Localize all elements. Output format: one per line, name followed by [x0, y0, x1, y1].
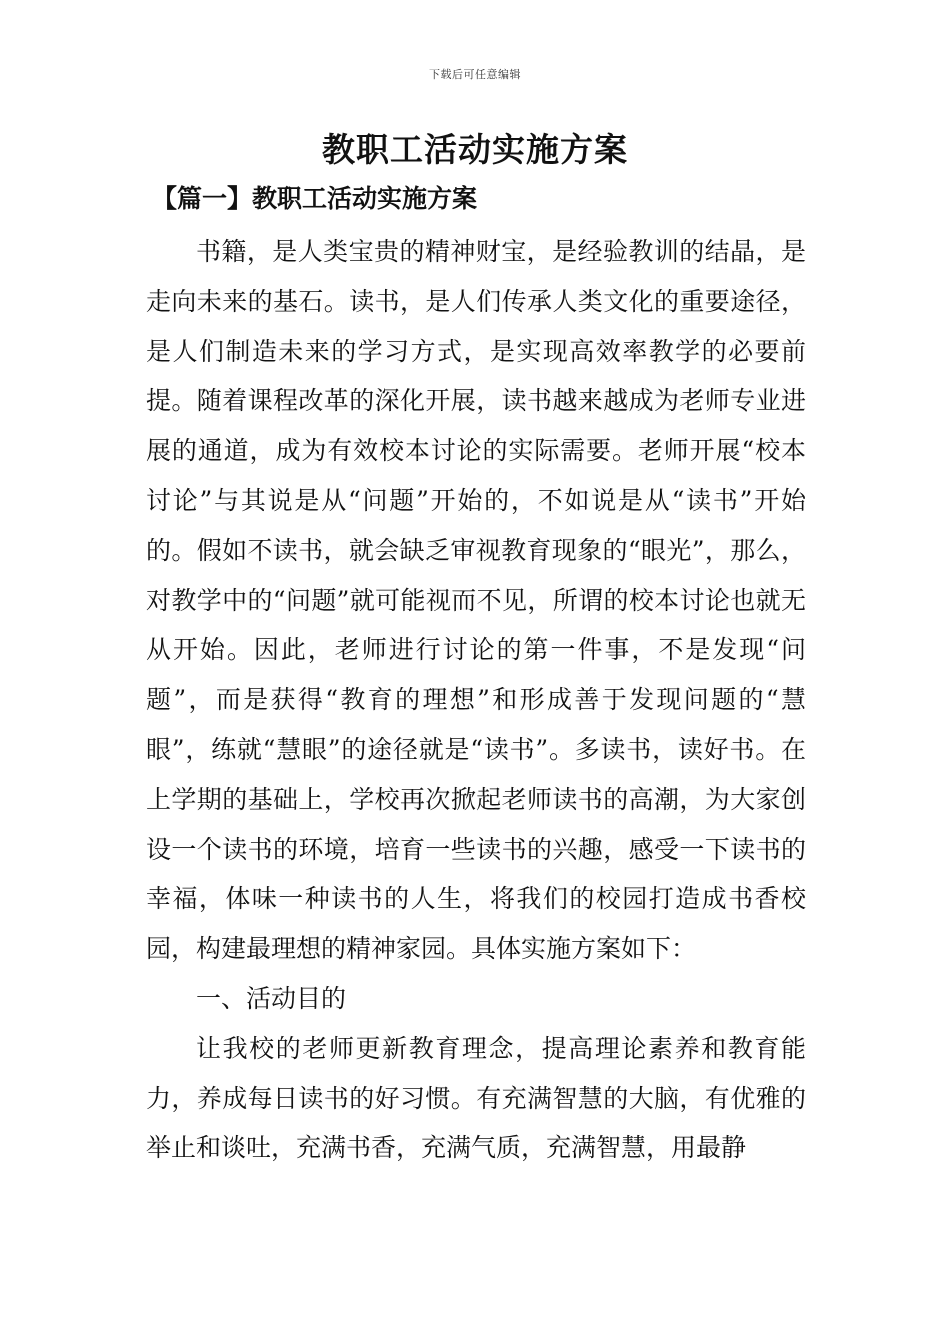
paragraph-intro: 书籍，是人类宝贵的精神财宝，是经验教训的结晶，是走向未来的基石。读书，是人们传承人类文化的重要途径，是人们制造未来的学习方式，是实现高效率教学的必要前提。随着课程改革的深化开展，读书越来越成为老师专业进展的通道，成为有效校本讨论的实际需要。老师开展“校本讨论”与其说是从“问题”开始的，不如说是从“读书”开始的。假如不读书，就会缺乏审视教育现象的“眼光”，那么，对教学中的“问题”就可能视而不见，所谓的校本讨论也就无从开始。因此，老师进行讨论的第一件事，不是发现“问题”，而是获得“教育的理想”和形成善于发现问题的“慧眼”，练就“慧眼”的途径就是“读书”。多读书，读好书。在上学期的基础上，学校再次掀起老师读书的高潮，为大家创设一个读书的环境，培育一些读书的兴趣，感受一下读书的幸福，体味一种读书的人生，将我们的校园打造成书香校园，构建最理想的精神家园。具体实施方案如下：	[146, 237, 806, 964]
document-title: 教职工活动实施方案	[322, 130, 628, 169]
document-body	[146, 227, 806, 1173]
header-note: 下载后可任意编辑	[429, 68, 521, 81]
section-heading: 【篇一】教职工活动实施方案	[152, 184, 478, 213]
paragraph-goal: 让我校的老师更新教育理念，提高理论素养和教育能力，养成每日读书的好习惯。有充满智慧的大脑，有优雅的举止和谈吐，充满书香，充满气质，充满智慧，用最静	[146, 1033, 806, 1163]
subheading-activity-purpose: 一、活动目的	[196, 983, 347, 1013]
